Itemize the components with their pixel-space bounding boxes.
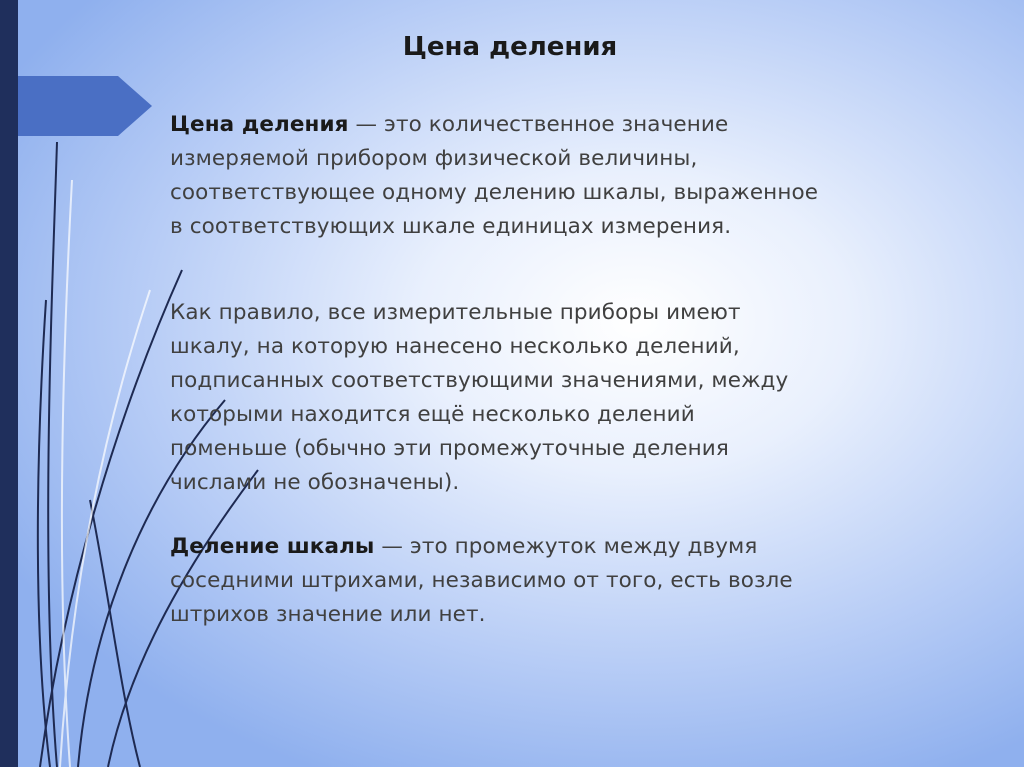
slide-title: Цена деления	[402, 32, 618, 62]
definition-text-3: — это промежуток между двумя соседними штрихами, независимо от того, есть возле штрихов значение или нет.	[170, 534, 793, 627]
term-price-of-division: Цена деления	[170, 112, 349, 137]
explanation-paragraph	[170, 296, 1000, 500]
definition-price-of-division	[170, 108, 1000, 244]
definition-scale-division	[170, 530, 1000, 632]
definition-text-1: — это количественное значение измеряемой прибором физической величины, соответствующее одному делению шкалы, выраженное в соответствующих шкале единицах измерения.	[170, 112, 819, 239]
term-scale-division: Деление шкалы	[170, 534, 375, 559]
tab-arrow-decoration	[0, 0, 160, 140]
explanation-text: Как правило, все измерительные приборы имеют шкалу, на которую нанесено несколько делений, подписанных соответствующими значениями, между которыми находится ещё несколько делений поменьше (обычно эти промежуточные деления числами не обозначены).	[170, 300, 789, 495]
